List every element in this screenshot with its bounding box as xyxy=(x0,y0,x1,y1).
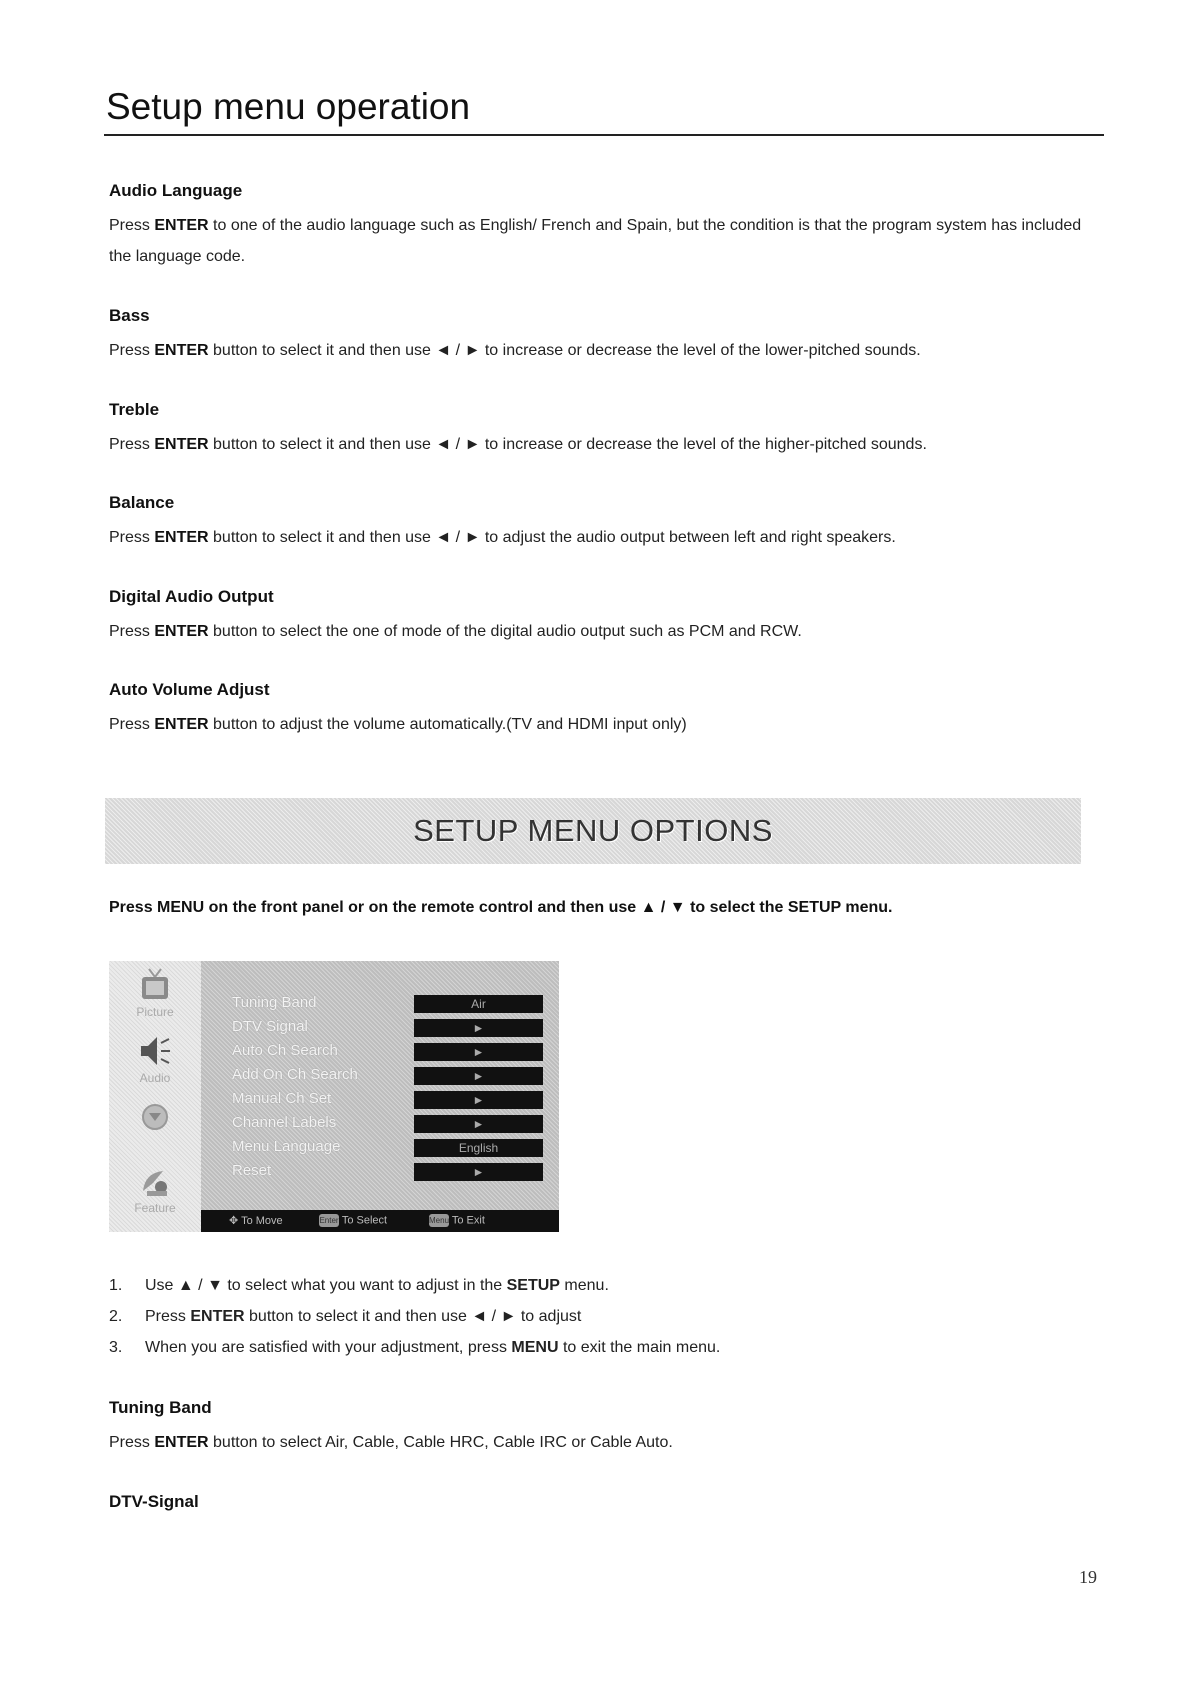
menu-item-value: Air xyxy=(414,995,543,1013)
sidebar-item-setup xyxy=(109,1097,201,1137)
section-heading: Tuning Band xyxy=(109,1398,212,1417)
menu-item-value: ► xyxy=(414,1019,543,1037)
setup-globe-icon xyxy=(135,1097,175,1137)
instruction-text: Press MENU on the front panel or on the remote control and then use ▲ / ▼ to select the SETUP menu. xyxy=(109,899,893,916)
footer-text: To Select xyxy=(341,1214,388,1227)
step-text: Use ▲ / ▼ to select what you want to adjust in the xyxy=(145,1277,507,1294)
menu-item-label: Auto Ch Search xyxy=(232,1042,338,1059)
menu-item-label: Menu Language xyxy=(232,1138,341,1155)
steps-list xyxy=(109,1270,1089,1363)
page-number: 19 xyxy=(1079,1567,1097,1587)
section-audio-language xyxy=(109,181,1104,272)
enter-key-label: ENTER xyxy=(154,623,209,640)
setup-menu-options-banner xyxy=(105,798,1081,864)
section-heading: Digital Audio Output xyxy=(109,587,274,606)
sidebar-item-feature xyxy=(109,1161,201,1215)
menu-item-label: Tuning Band xyxy=(232,994,317,1011)
step-text: menu. xyxy=(559,1277,609,1294)
enter-key-icon: Enter xyxy=(319,1216,339,1225)
step-text: to exit the main menu. xyxy=(558,1339,721,1356)
body-text: button to adjust the volume automatically.(TV and HDMI input only) xyxy=(208,716,687,733)
sidebar-item-audio xyxy=(109,1031,201,1085)
menu-item-value: ► xyxy=(414,1115,543,1133)
sidebar-label: Picture xyxy=(136,1005,174,1019)
step-text: Press xyxy=(145,1308,191,1325)
section-body xyxy=(109,616,1104,647)
section-body xyxy=(109,210,1104,272)
menu-item-dtv-signal xyxy=(201,1016,559,1040)
step-text: When you are satisfied with your adjustment, press xyxy=(145,1339,512,1356)
move-arrows-icon: ✥ xyxy=(229,1215,239,1227)
step-number: 2. xyxy=(109,1308,123,1325)
section-heading: DTV-Signal xyxy=(109,1492,199,1511)
body-text: to one of the audio language such as English/ French and Spain, but the condition is that the program system has included the language code. xyxy=(109,217,1082,265)
section-digital-audio-output xyxy=(109,587,1104,647)
list-item xyxy=(109,1270,1089,1301)
enter-key-label: ENTER xyxy=(154,217,209,234)
menu-item-value: ► xyxy=(414,1043,543,1061)
menu-item-auto-ch-search xyxy=(201,1040,559,1064)
satellite-icon xyxy=(135,1161,175,1201)
body-text: button to select it and then use ◄ / ► to increase or decrease the level of the higher-pitched sounds. xyxy=(208,436,927,453)
menu-item-label: DTV Signal xyxy=(232,1018,308,1035)
menu-item-channel-labels xyxy=(201,1112,559,1136)
menu-item-value: ► xyxy=(414,1067,543,1085)
step-number: 1. xyxy=(109,1277,123,1294)
menu-item-value: English xyxy=(414,1139,543,1157)
footer-select xyxy=(319,1214,387,1227)
menu-item-value: ► xyxy=(414,1091,543,1109)
speaker-icon xyxy=(135,1031,175,1071)
body-text: Press xyxy=(109,623,155,640)
banner-text: SETUP MENU OPTIONS xyxy=(413,813,773,848)
body-text: Press xyxy=(109,436,155,453)
section-balance xyxy=(109,493,1104,553)
section-tuning-band xyxy=(109,1398,1104,1458)
menu-footer xyxy=(201,1210,559,1232)
footer-text: To Exit xyxy=(451,1214,485,1227)
section-auto-volume-adjust xyxy=(109,680,1104,740)
section-body xyxy=(109,429,1104,460)
sidebar-item-picture xyxy=(109,967,201,1019)
step-key: ENTER xyxy=(190,1308,245,1325)
list-item xyxy=(109,1332,1089,1363)
section-heading: Bass xyxy=(109,306,150,325)
section-bass xyxy=(109,306,1104,366)
footer-exit xyxy=(429,1214,485,1227)
menu-item-label: Manual Ch Set xyxy=(232,1090,332,1107)
section-heading: Audio Language xyxy=(109,181,243,200)
setup-menu-screenshot xyxy=(109,961,559,1232)
page-title: Setup menu operation xyxy=(106,86,471,127)
section-body xyxy=(109,1427,1104,1458)
body-text: button to select it and then use ◄ / ► to increase or decrease the level of the lower-pitched sounds. xyxy=(208,342,921,359)
enter-key-label: ENTER xyxy=(154,716,209,733)
menu-panel xyxy=(201,961,559,1210)
step-text: button to select it and then use ◄ / ► to adjust xyxy=(244,1308,582,1325)
footer-text: To Move xyxy=(241,1215,283,1227)
menu-item-label: Reset xyxy=(232,1162,272,1179)
section-body xyxy=(109,335,1104,366)
menu-item-add-on-ch-search xyxy=(201,1064,559,1088)
step-key: SETUP xyxy=(506,1277,560,1294)
enter-key-label: ENTER xyxy=(154,342,209,359)
menu-item-tuning-band xyxy=(201,992,559,1016)
section-heading: Balance xyxy=(109,493,175,512)
title-rule xyxy=(104,134,1104,136)
menu-item-label: Add On Ch Search xyxy=(232,1066,358,1083)
section-body xyxy=(109,522,1104,553)
menu-item-manual-ch-set xyxy=(201,1088,559,1112)
footer-move xyxy=(229,1214,283,1227)
section-body xyxy=(109,709,1104,740)
enter-key-label: ENTER xyxy=(154,529,209,546)
menu-key-icon: Menu xyxy=(429,1216,450,1225)
body-text: Press xyxy=(109,1434,155,1451)
menu-item-reset xyxy=(201,1160,559,1184)
section-heading: Auto Volume Adjust xyxy=(109,680,270,699)
body-text: Press xyxy=(109,716,155,733)
menu-item-value: ► xyxy=(414,1163,543,1181)
section-dtv-signal xyxy=(109,1492,1104,1521)
menu-sidebar xyxy=(109,961,201,1232)
section-heading: Treble xyxy=(109,400,160,419)
enter-key-label: ENTER xyxy=(154,1434,209,1451)
menu-item-menu-language xyxy=(201,1136,559,1160)
body-text: Press xyxy=(109,529,155,546)
body-text: Press xyxy=(109,217,155,234)
body-text: button to select it and then use ◄ / ► to adjust the audio output between left and right speakers. xyxy=(208,529,896,546)
body-text: button to select the one of mode of the digital audio output such as PCM and RCW. xyxy=(208,623,802,640)
body-text: Press xyxy=(109,342,155,359)
body-text: button to select Air, Cable, Cable HRC, Cable IRC or Cable Auto. xyxy=(208,1434,673,1451)
section-treble xyxy=(109,400,1104,460)
step-number: 3. xyxy=(109,1339,123,1356)
enter-key-label: ENTER xyxy=(154,436,209,453)
sidebar-label: Feature xyxy=(134,1201,176,1215)
step-key: MENU xyxy=(511,1339,559,1356)
tv-icon xyxy=(135,967,175,1005)
list-item xyxy=(109,1301,1089,1332)
sidebar-label: Audio xyxy=(139,1071,171,1085)
menu-item-label: Channel Labels xyxy=(232,1114,337,1131)
